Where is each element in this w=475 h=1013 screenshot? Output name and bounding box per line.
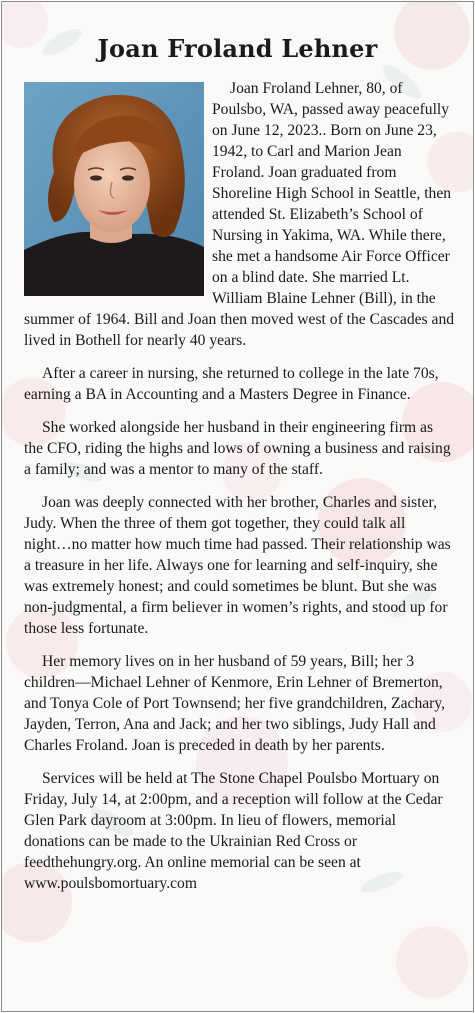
paragraph-family: Joan was deeply connected with her brother, Charles and sister, Judy. When the three of them got together, they could talk all night…no matter how much time had passed. Their relationship was a treasure in her life. Always one for learning and self-inquiry, she was extremely honest; and could sometimes be blunt. But she was non-judgmental, a firm believer in women’s rights, and stood up for those less fortunate. (24, 494, 451, 637)
obituary-card (1, 1, 474, 1012)
paragraph-services: Services will be held at The Stone Chapel Poulsbo Mortuary on Friday, July 14, at 2:00pm, and a reception will follow at the Cedar Glen Park dayroom at 3:00pm. In lieu of flowers, memorial donations can be made to the Ukrainian Red Cross or feedthehungry.org. An online memorial can be seen at www.poulsbomortuary.com (24, 770, 443, 892)
paragraph-intro: Joan Froland Lehner, 80, of Poulsbo, WA, passed away peacefully on June 12, 2023.. Born on June 23, 1942, to Carl and Marion Jean Froland. Joan graduated from Shoreline High School in Seattle, then attended St. Elizabeth’s School of Nursing in Yakima, WA. While there, she met a handsome Air Force Officer on a blind date. She married Lt. William Blaine Lehner (Bill), in the summer of 1964. Bill and Joan then moved west of the Cascades and lived in Bothell for nearly 40 years. (24, 80, 455, 349)
obituary-text (24, 78, 455, 906)
obituary-title: Joan Froland Lehner (97, 34, 378, 63)
paragraph-work: She worked alongside her husband in their engineering firm as the CFO, riding the highs and lows of owning a business and raising a family; and was a mentor to many of the staff. (24, 419, 451, 478)
photo-spacer (24, 78, 212, 300)
paragraph-career: After a career in nursing, she returned to college in the late 70s, earning a BA in Accounting and a Masters Degree in Finance. (24, 365, 439, 403)
paragraph-survivors: Her memory lives on in her husband of 59 years, Bill; her 3 children—Michael Lehner of Kenmore, Erin Lehner of Bremerton, and Tonya Cole of Port Townsend; her five grandchildren, Zachary, Jayden, Terron, Ana and Jack; and her two siblings, Judy Hall and Charles Froland. Joan is preceded in death by her parents. (24, 653, 446, 754)
